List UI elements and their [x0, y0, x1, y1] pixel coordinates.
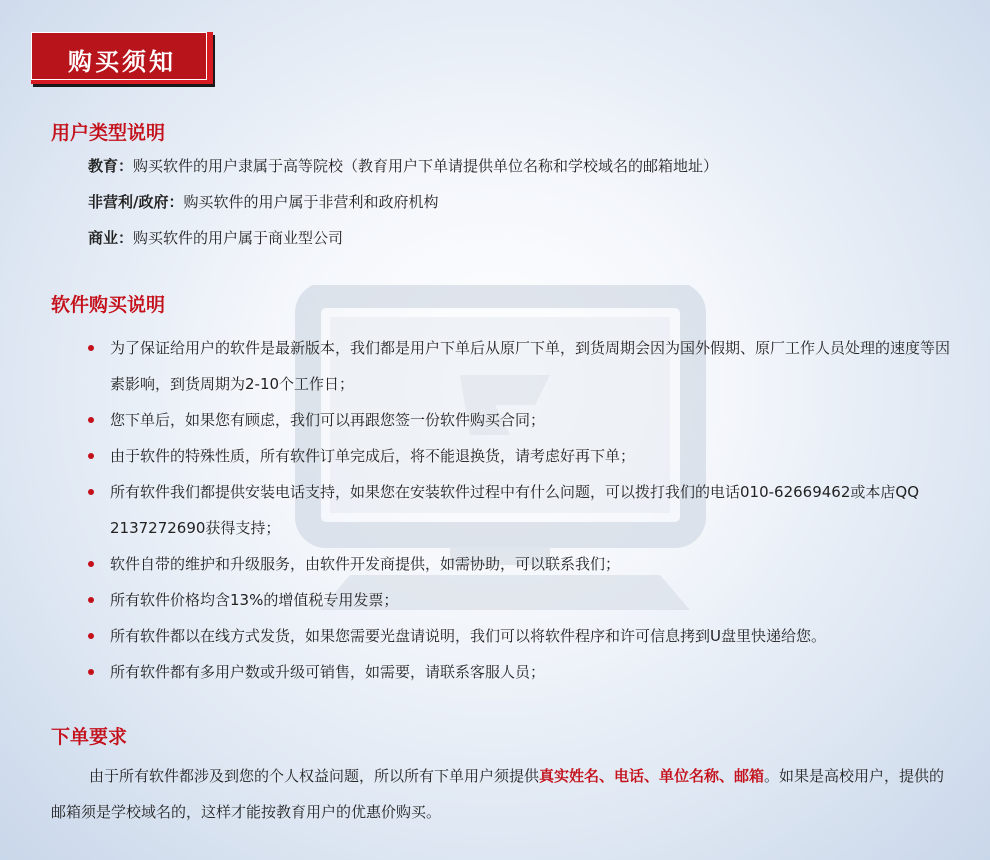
- user-type-education: [88, 156, 718, 176]
- page-title: 购买须知: [68, 48, 176, 76]
- list-item-text: 所有软件都以在线方式发货，如果您需要光盘请说明，我们可以将软件程序和许可信息拷到U盘里快递给您。: [110, 627, 826, 645]
- order-text-before: 由于所有软件都涉及到您的个人权益问题，所以所有下单用户须提供: [89, 767, 540, 785]
- user-type-label: 商业：: [88, 229, 134, 247]
- list-item: [86, 330, 956, 402]
- list-item: [86, 654, 956, 690]
- user-type-label: 非营利/政府：: [88, 193, 184, 211]
- list-item: [86, 582, 956, 618]
- list-item: [86, 438, 956, 474]
- list-item: [86, 474, 956, 546]
- bullet-dot-icon: [88, 453, 94, 459]
- bullet-dot-icon: [88, 597, 94, 603]
- purchase-heading: 软件购买说明: [51, 294, 166, 316]
- order-highlight: 真实姓名、电话、单位名称、邮箱: [539, 767, 765, 785]
- list-item: [86, 618, 956, 654]
- bullet-dot-icon: [88, 633, 94, 639]
- list-item-text: 所有软件我们都提供安装电话支持，如果您在安装软件过程中有什么问题，可以拨打我们的电话010-62669462或本店QQ 2137272690获得支持；: [110, 483, 920, 537]
- bullet-dot-icon: [88, 561, 94, 567]
- list-item-text: 您下单后，如果您有顾虑，我们可以再跟您签一份软件购买合同；: [110, 411, 546, 429]
- list-item-text: 为了保证给用户的软件是最新版本，我们都是用户下单后从原厂下单，到货周期会因为国外假期、原厂工作人员处理的速度等因素影响，到货周期为2-10个工作日；: [110, 339, 951, 393]
- user-types-heading: 用户类型说明: [51, 122, 166, 144]
- list-item: [86, 402, 956, 438]
- user-type-text: 购买软件的用户隶属于高等院校（教育用户下单请提供单位名称和学校域名的邮箱地址）: [133, 157, 719, 175]
- user-type-business: [88, 228, 343, 248]
- order-heading: 下单要求: [51, 726, 128, 748]
- list-item-text: 所有软件都有多用户数或升级可销售，如需要，请联系客服人员；: [110, 663, 546, 681]
- list-item: [86, 546, 956, 582]
- user-type-text: 购买软件的用户属于商业型公司: [133, 229, 344, 247]
- bullet-dot-icon: [88, 345, 94, 351]
- order-paragraph: [51, 758, 946, 830]
- user-type-text: 购买软件的用户属于非营利和政府机构: [183, 193, 439, 211]
- bullet-dot-icon: [88, 489, 94, 495]
- user-type-nonprofit: [88, 192, 439, 212]
- list-item-text: 由于软件的特殊性质，所有软件订单完成后，将不能退换货，请考虑好再下单；: [110, 447, 636, 465]
- bullet-dot-icon: [88, 669, 94, 675]
- list-item-text: 软件自带的维护和升级服务，由软件开发商提供，如需协助，可以联系我们；: [110, 555, 621, 573]
- page-title-banner: [31, 32, 213, 84]
- user-type-label: 教育：: [88, 157, 134, 175]
- list-item-text: 所有软件价格均含13%的增值税专用发票；: [110, 591, 399, 609]
- bullet-dot-icon: [88, 417, 94, 423]
- purchase-list: [86, 330, 956, 690]
- order-text-after: 。如果是高校用户，提供的邮箱须是学校域名的，这样才能按教育用户的优惠价购买。: [51, 767, 945, 821]
